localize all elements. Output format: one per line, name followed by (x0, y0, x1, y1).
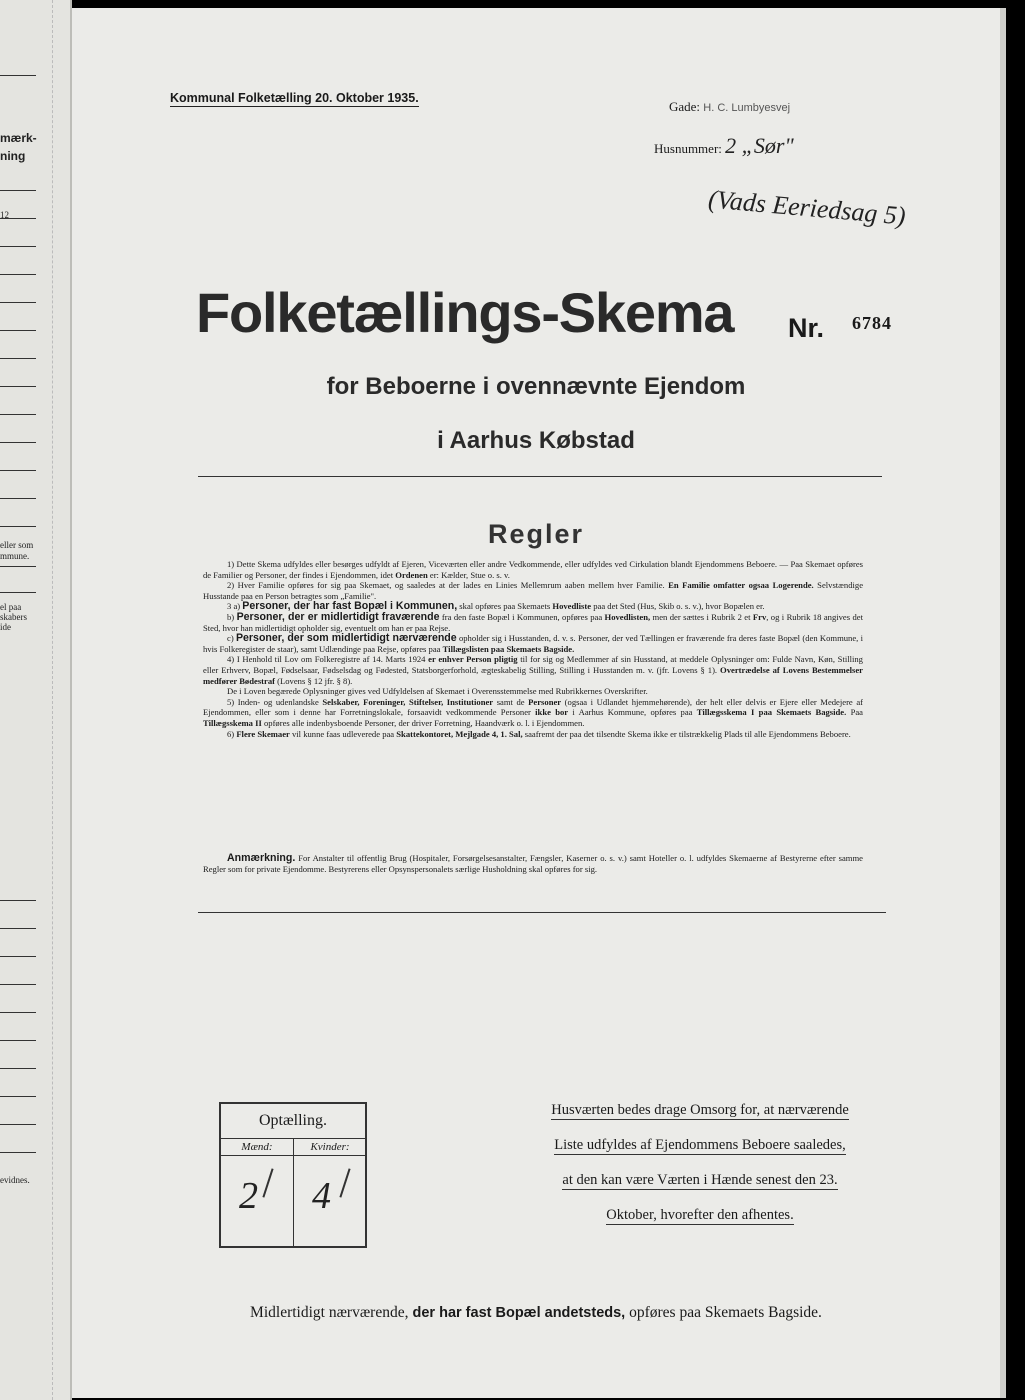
rule-paragraph (203, 686, 863, 697)
text-run: For Anstalter til offentlig Brug (Hospitaler, Forsørgelsesanstalter, Fængsler, Kaserner o. s. v.) samt Hoteller o. l. udfyldes Skemaerne af Bestyrerne efter samme Regler som for private Ejendomme. Bestyrerens eller Opsynspersonalets særlige Husholdning skal opføres for sig. (203, 853, 863, 874)
husnummer-value: 2 „Sør" (725, 133, 794, 158)
count-column-kvinder (293, 1138, 366, 1246)
text-run: til for sig og Medlemmer af sin Husstand, at meddele Oplysninger om: Fulde Navn, Køn, Stilling eller Erhverv, Bopæl, Fødselsaar, Fødselsdag og Fødested, Statsborgerforhold, ægteskabelig Stilling, Stilling i Husstanden m. v. (jfr. Lovens § 1). (203, 654, 863, 675)
rule-paragraph (203, 559, 863, 580)
count-column-maend (221, 1138, 293, 1246)
text-run: ikke bor (535, 707, 569, 718)
text-run: Overtrædelse af Lovens Bestemmelser medfører Bødestraf (203, 664, 863, 686)
check-mark-icon (339, 1168, 350, 1197)
gade-value: H. C. Lumbyesvej (703, 102, 791, 114)
text-run: De i Loven begærede Oplysninger gives ved Udfyldelsen af Skemaet i Overensstemmelse med Rubrikkernes Overskrifter. (227, 686, 648, 697)
text-run: 1) Dette Skema udfyldes eller besørges udfyldt af Ejeren, Viceværten eller andre Vedkommende, eller udfyldes ved Cirkulation blandt Ejendommens Beboere. — Paa Skemaet opføres de Familier og Personer, der findes i Ejendommen, idet (203, 559, 863, 580)
rules-text (203, 559, 863, 739)
kvinder-label: Kvinder: (294, 1141, 366, 1156)
text-run: opføres alle indenbysboende Personer, der driver Forretning, Haandværk o. l. i Ejendommen. (261, 717, 585, 728)
text-run: (Lovens § 12 jfr. § 8). (275, 675, 353, 686)
left-margin-text: mmune. (0, 551, 30, 561)
text-run: Ordenen (395, 569, 428, 580)
check-mark-icon (262, 1168, 273, 1197)
text-run: Personer, der har fast Bopæl i Kommunen, (242, 600, 458, 613)
text-run: Flere Skemaer (236, 728, 290, 739)
text-run: 5) Inden- og udenlandske (227, 696, 323, 707)
left-margin-text: ide (0, 622, 11, 632)
census-form-page (72, 8, 1000, 1398)
rule-paragraph (203, 654, 863, 686)
form-subtitle-2: i Aarhus Købstad (437, 427, 635, 454)
anmaerkning-paragraph (203, 853, 863, 875)
gade-field (669, 99, 790, 115)
text-run: skal opføres paa Skemaets (457, 601, 553, 612)
maend-label: Mænd: (221, 1141, 293, 1156)
instruction-line-3: at den kan være Værten i Hænde senest den 23. (562, 1172, 838, 1188)
text-run: Frv (752, 611, 767, 622)
husnummer-label: Husnummer: (654, 141, 722, 156)
text-run: Selskaber, Foreninger, Stiftelser, Institutioner (322, 696, 494, 707)
gade-label: Gade: (669, 99, 701, 114)
text-run: Hovedliste (552, 601, 592, 612)
text-run: Personer, der som midlertidigt nærværende (235, 632, 457, 645)
text-run: 6) (227, 728, 237, 739)
text-run: En Familie omfatter ogsaa Logerende. (668, 580, 814, 591)
text-run: er enhver Person pligtig (428, 654, 518, 665)
text-run: Tillægslisten paa Skemaets Bagside. (442, 643, 575, 654)
kvinder-value: 4 (312, 1175, 331, 1217)
count-box-heading: Optælling. (221, 1104, 365, 1139)
left-margin-text: skabers (0, 612, 27, 622)
text-run: saafremt der paa det tilsendte Skema ikke er tilstrækkelig Plads til alle Ejendommens Beboere. (522, 728, 851, 739)
text-run: 3 a) (227, 601, 243, 612)
left-page-strip (0, 0, 72, 1400)
left-margin-text: eller som (0, 540, 34, 550)
husnummer-field (654, 133, 794, 159)
rule-paragraph (203, 697, 863, 729)
form-number-label: Nr. (788, 313, 825, 343)
rule-paragraph (203, 633, 863, 654)
count-box (219, 1102, 367, 1248)
text-run: 2) Hver Familie opføres for sig paa Skemaet, og saaledes at der lades en Linies Mellemrum aaben mellem hver Familie. (227, 580, 669, 591)
text-run: Hovedlisten, (604, 611, 651, 622)
text-run: Tillægsskema II (203, 717, 262, 728)
text-run: Tillægsskema I paa Skemaets Bagside. (696, 707, 847, 718)
text-run: Personer (528, 696, 562, 707)
text-run: Anmærkning. (227, 852, 296, 864)
text-run: i Aarhus Kommune, opføres paa (568, 707, 697, 718)
left-margin-text: 12 (0, 210, 9, 220)
text-run: paa det Sted (Hus, Skib o. s. v.), hvor Bopælen er. (591, 601, 765, 612)
text-run: b) (227, 611, 237, 622)
rule-paragraph (203, 580, 863, 601)
divider-top (198, 476, 882, 477)
divider-bottom (198, 912, 886, 913)
handwritten-note: (Vads Eeriedsag 5) (707, 184, 907, 231)
footer-note: Midlertidigt nærværende, der har fast Bopæl andetsteds, opføres paa Skemaets Bagside. (250, 1304, 822, 1321)
text-run: men der sættes i Rubrik 2 et (650, 611, 753, 622)
text-run: , og i Rubrik 18 angives det Sted, hvor han midlertidigt opholder sig, eventuelt om han er paa Rejse. (203, 611, 863, 633)
maend-value: 2 (239, 1175, 258, 1217)
text-run: Selvstændige Husstande paa en Person betragtes som „Familie". (203, 580, 864, 601)
form-number-value: 6784 (852, 313, 892, 333)
text-run: opholder sig i Husstanden, d. v. s. Personer, der ved Tællingen er fraværende fra deres faste Bopæl (den Kommune, i hvis Folkeregister de staar), samt Udlændinge paa Rejse, opføres paa (203, 633, 863, 654)
instruction-line-4: Oktober, hvorefter den afhentes. (606, 1207, 794, 1223)
instruction-line-1: Husværten bedes drage Omsorg for, at nærværende (551, 1102, 849, 1118)
text-run: Skattekontoret, Mejlgade 4, 1. Sal, (396, 728, 523, 739)
left-margin-text: ning (0, 149, 26, 163)
form-title: Folketællings-Skema (196, 281, 734, 344)
left-margin-text: mærk- (0, 131, 37, 145)
census-header-title: Kommunal Folketælling 20. Oktober 1935. (170, 91, 419, 105)
text-run: Personer, der er midlertidigt fraværende (236, 610, 440, 623)
text-run: er: Kælder, Stue o. s. v. (427, 569, 510, 580)
text-run: fra den faste Bopæl i Kommunen, opføres paa (439, 611, 605, 622)
rule-paragraph (203, 729, 863, 740)
anmaerkning-text (203, 853, 863, 875)
text-run: c) (227, 633, 236, 644)
form-subtitle-1: for Beboerne i ovennævnte Ejendom (326, 373, 746, 400)
page-edge (1000, 8, 1006, 1398)
left-margin-text: evidnes. (0, 1175, 30, 1185)
text-run: vil kunne faas udleverede paa (289, 728, 397, 739)
left-margin-text: el paa (0, 602, 22, 612)
text-run: samt de (493, 696, 529, 707)
rule-paragraph (203, 612, 863, 633)
text-run: (ogsaa i Udlandet hjemmehørende), der helt eller delvis er Ejere eller Medejere af Ejendommen, eller som i denne har Forretningslokale, forsaavidt vedkommende Personer (203, 696, 863, 718)
rules-heading: Regler (487, 519, 585, 549)
text-run: 4) I Henhold til Lov om Folkeregistre af 14. Marts 1924 (227, 654, 429, 665)
instruction-line-2: Liste udfyldes af Ejendommens Beboere saaledes, (554, 1137, 846, 1153)
text-run: Paa (846, 707, 863, 718)
